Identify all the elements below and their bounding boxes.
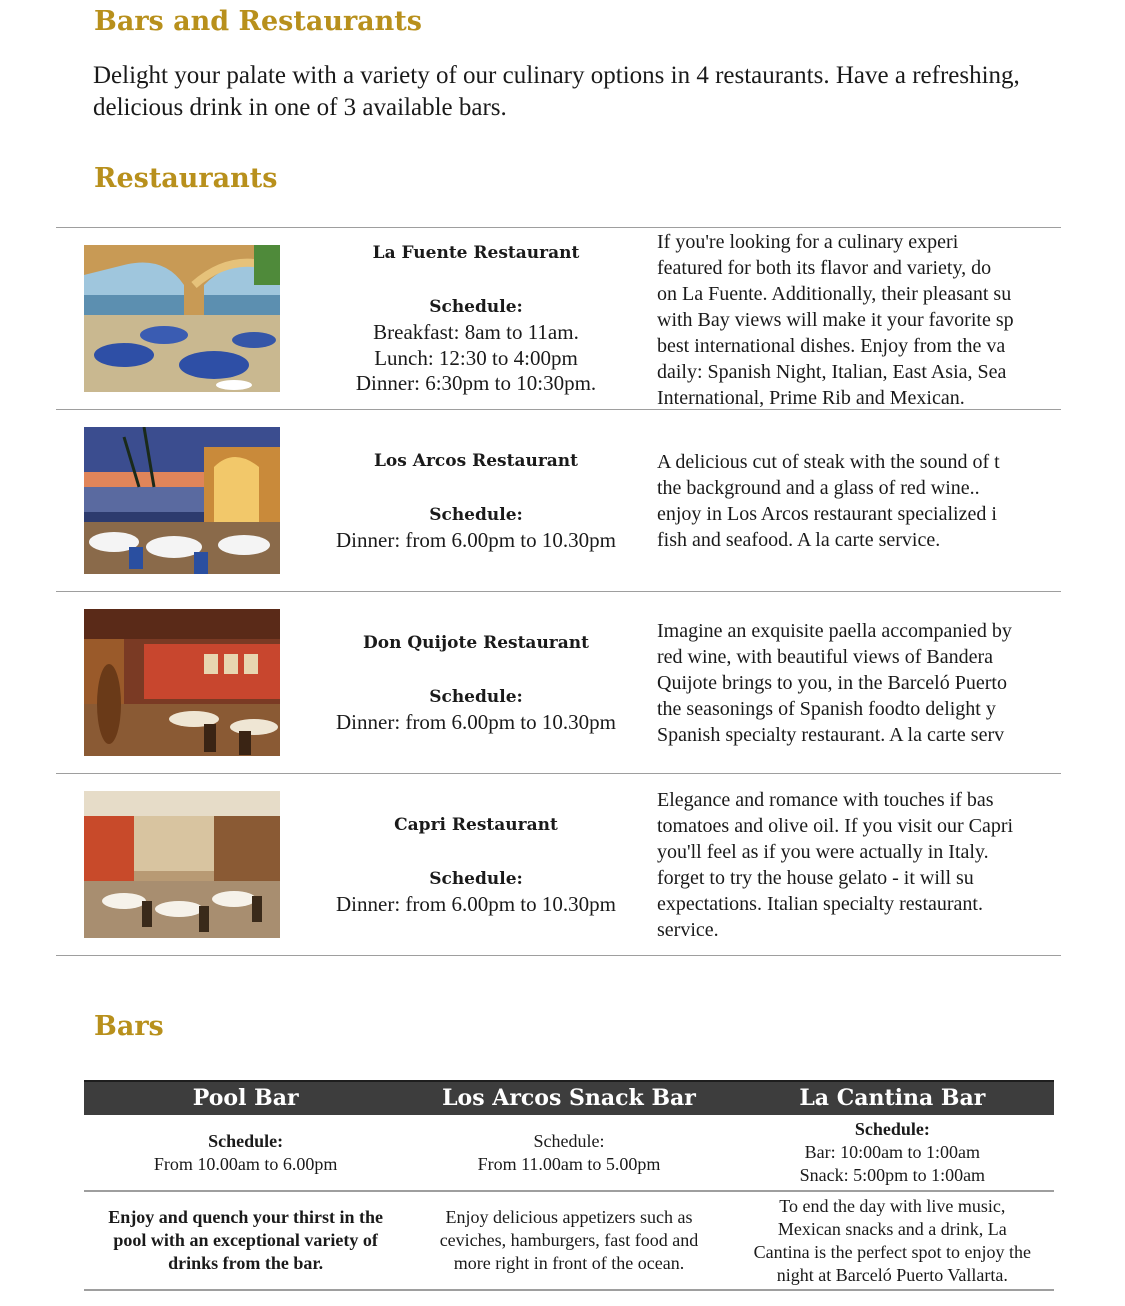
schedule-label: Schedule:	[429, 686, 523, 707]
restaurant-name: La Fuente Restaurant	[372, 243, 580, 263]
restaurant-info-capri	[300, 813, 652, 918]
restaurants-heading: Restaurants	[94, 163, 278, 194]
bar-description: Enjoy and quench your thirst in the pool with an exceptional variety of drinks from the bar.	[108, 1207, 384, 1273]
description-line: you'll feel as if you were actually in Italy.	[657, 841, 989, 863]
description-line: International, Prime Rib and Mexican.	[657, 387, 965, 409]
description-line: Quijote brings to you, in the Barceló Puerto	[657, 672, 1007, 694]
restaurant-info-la-fuente	[300, 241, 652, 397]
bar-schedule-cell	[407, 1130, 730, 1176]
description-line: fish and seafood. A la carte service.	[657, 529, 941, 551]
divider	[56, 773, 1061, 774]
restaurant-description	[657, 787, 1061, 943]
restaurant-info-los-arcos	[300, 449, 652, 554]
description-line: A delicious cut of steak with the sound of t	[657, 451, 1000, 473]
restaurant-photo-la-fuente	[84, 245, 280, 392]
schedule-label: Schedule:	[429, 504, 523, 525]
schedule-line: Dinner: 6:30pm to 10:30pm.	[355, 371, 597, 395]
description-line: featured for both its flavor and variety, do	[657, 257, 992, 279]
bar-schedule-cell	[731, 1118, 1054, 1187]
bar-description: Enjoy delicious appetizers such as ceviches, hamburgers, fast food and more right in front of the ocean.	[439, 1207, 699, 1273]
schedule-line: Breakfast: 8am to 11am.	[373, 320, 579, 344]
bar-description: To end the day with live music, Mexican snacks and a drink, La Cantina is the perfect spot to enjoy the night at Barceló Puerto Vallarta.	[753, 1195, 1032, 1285]
bar-name: Los Arcos Snack Bar	[442, 1085, 696, 1111]
bars-table	[84, 1080, 1054, 1291]
bars-heading: Bars	[94, 1011, 164, 1042]
description-line: daily: Spanish Night, Italian, East Asia, Sea	[657, 361, 1007, 383]
restaurant-photo-los-arcos	[84, 427, 280, 574]
schedule-label: Schedule:	[429, 296, 523, 317]
schedule-line: Dinner: from 6.00pm to 10.30pm	[336, 892, 616, 916]
schedule-line: From 10.00am to 6.00pm	[153, 1153, 338, 1174]
restaurant-photo-don-quijote	[84, 609, 280, 756]
bars-table-header	[84, 1080, 1054, 1115]
restaurant-info-don-quijote	[300, 631, 652, 736]
restaurant-name: Capri Restaurant	[394, 815, 558, 835]
schedule-line: Lunch: 12:30 to 4:00pm	[374, 345, 578, 370]
intro-paragraph: Delight your palate with a variety of our culinary options in 4 restaurants. Have a refreshing, delicious drink in one of 3 available bars.	[93, 62, 1020, 121]
schedule-line: Snack: 5:00pm to 1:00am	[799, 1165, 986, 1185]
page-title: Bars and Restaurants	[94, 6, 422, 37]
description-line: service.	[657, 919, 719, 941]
schedule-label: Schedule:	[429, 868, 523, 889]
description-line: with Bay views will make it your favorite sp	[657, 309, 1014, 331]
schedule-label: Schedule:	[854, 1119, 930, 1139]
schedule-label: Schedule:	[533, 1130, 605, 1151]
description-line: the background and a glass of red wine..	[657, 477, 980, 499]
divider	[56, 591, 1061, 592]
restaurant-name: Don Quijote Restaurant	[363, 633, 589, 653]
restaurant-description	[657, 618, 1061, 748]
description-line: Elegance and romance with touches if bas	[657, 789, 994, 811]
schedule-label: Schedule:	[208, 1130, 284, 1151]
description-line: red wine, with beautiful views of Bandera	[657, 646, 994, 668]
bar-name: Pool Bar	[192, 1085, 299, 1111]
restaurant-description	[657, 229, 1061, 411]
bar-schedule-cell	[84, 1130, 407, 1176]
description-line: best international dishes. Enjoy from the va	[657, 335, 1006, 357]
restaurant-name: Los Arcos Restaurant	[373, 451, 579, 471]
bar-name: La Cantina Bar	[799, 1085, 986, 1111]
schedule-line: Dinner: from 6.00pm to 10.30pm	[336, 528, 616, 552]
schedule-line: Bar: 10:00am to 1:00am	[804, 1142, 981, 1162]
description-line: Spanish specialty restaurant. A la carte serv	[657, 724, 1005, 746]
restaurant-photo-capri	[84, 791, 280, 938]
description-line: the seasonings of Spanish foodto delight y	[657, 698, 996, 720]
divider	[56, 227, 1061, 228]
bars-schedule-row	[84, 1115, 1054, 1192]
schedule-line: From 11.00am to 5.00pm	[477, 1153, 661, 1174]
description-line: If you're looking for a culinary experi	[657, 231, 959, 253]
bars-description-row	[84, 1192, 1054, 1291]
description-line: forget to try the house gelato - it will su	[657, 867, 974, 889]
description-line: tomatoes and olive oil. If you visit our Capri	[657, 815, 1014, 837]
description-line: Imagine an exquisite paella accompanied by	[657, 620, 1012, 642]
restaurant-description	[657, 449, 1061, 553]
description-line: enjoy in Los Arcos restaurant specialized i	[657, 503, 997, 525]
description-line: expectations. Italian specialty restaurant.	[657, 893, 983, 915]
schedule-line: Dinner: from 6.00pm to 10.30pm	[336, 710, 616, 734]
description-line: on La Fuente. Additionally, their pleasant su	[657, 283, 1012, 305]
divider	[56, 955, 1061, 956]
